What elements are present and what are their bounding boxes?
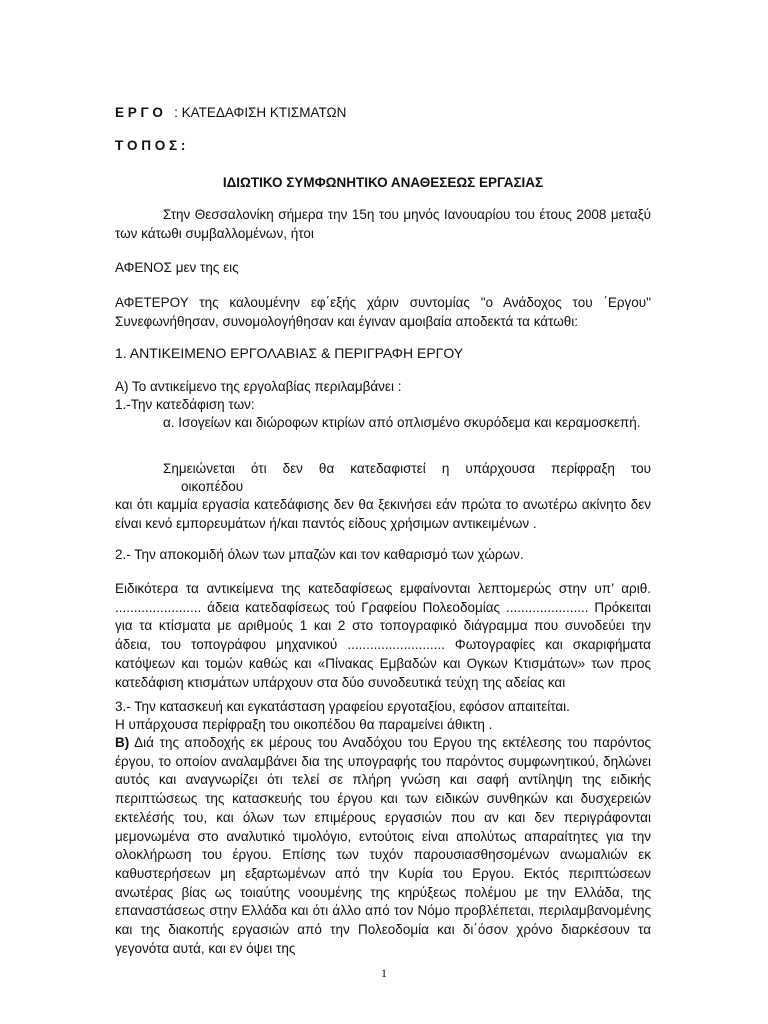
project-label: Ε Ρ Γ Ο — [115, 105, 163, 120]
party-a-line: ΑΦΕΝΟΣ μεν της εις — [115, 260, 239, 275]
project-value: : ΚΑΤΕΔΑΦΙΣΗ ΚΤΙΣΜΑΤΩΝ — [174, 105, 347, 120]
section-1-heading: 1. ΑΝΤΙΚΕΙΜΕΝΟ ΕΡΓΟΛΑΒΙΑΣ & ΠΕΡΙΓΡΑΦΗ ΕΡΓΟΥ — [115, 345, 464, 361]
location-label: Τ Ο Π Ο Σ : — [115, 138, 186, 153]
section-b-paragraph — [115, 734, 651, 958]
section-b-text: Διά της αποδοχής εκ μέρους του Αναδόχου του Εργου της εκτέλεσης του παρόντος έργου, το οποίον αναλαμβάνει δια της υπογραφής του παρόντος συμφωνητικού, δηλώνει αυτός και αναγνωρίζει ότι τελεί σε πλήρη γνώση και σαφή αντίληψη της ειδικής περιπτώσεως της κατασκευής του έργου και των ειδικών συνθηκών και δυσχερειών εκτελέσής του, και όλων των επιμέρους εργασιών που αν και δεν περιγράφονται μεμονωμένα στο αναλυτικό τιμολόγιο, εντούτοις είναι απολύτως απαραίτητες για την ολοκλήρωση του έργου. Επίσης των τυχόν παρουσιασθησομένων ανωμαλιών εκ καθυστερήσεων μη εξαρτωμένων από την Κυρία του Εργου. Εκτός περιπτώσεων ανωτέρας βίας ως τοιαύτης νοουμένης της κηρύξεως πολέμου με την Ελλάδα, της επαναστάσεως στην Ελλάδα και ότι άλλο από τον Νόμο προβλέπεται, περιλαμβανομένης και της διακοπής εργασιών από την Πολεοδομία και δι΄όσον χρόνο διαρκέσουν τα γεγονότα αυτά, και εν όψει της — [115, 735, 651, 956]
item-1: 1.-Την κατεδάφιση των: — [115, 397, 255, 412]
fence-note: Η υπάρχουσα περίφραξη του οικοπέδου θα παραμείνει άθικτη . — [115, 717, 493, 732]
project-line — [115, 104, 651, 123]
section-b-label: Β) — [115, 735, 130, 750]
party-b-paragraph: ΑΦΕΤΕΡΟΥ της καλουμένην εφ΄εξής χάριν συντομίας "ο Ανάδοχος του ΄Εργου" Συνεφωνήθησαν, συνομολογήθησαν και έγιναν αμοιβαία αποδεκτά τα κάτωθι: — [115, 295, 651, 329]
note-continuation: και ότι καμμία εργασία κατεδάφισης δεν θα ξεκινήσει εάν πρώτα το ανωτέρω ακίνητο δεν είναι κενό εμπορευμάτων ή/και παντός είδους χρήσιμων αντικειμένων . — [115, 497, 651, 531]
section-a-heading: Α) Το αντικείμενο της εργολαβίας περιλαμβάνει : — [115, 379, 402, 394]
details-paragraph: Ειδικότερα τα αντικείμενα της κατεδαφίσεως εμφαίνονται λεπτομερώς στην υπ’ αριθ. ....................... άδεια κατεδαφίσεως τού Γραφείου Πολεοδομίας ...................... Πρόκειται για τα κτίσματα με αριθμούς 1 και 2 στο τοπογραφικό διάγραμμα που συνοδεύει την άδεια, του τοπογράφου μηχανικού .......................... Φωτογραφίες και σκαριφήματα κατόψεων και τομών καθώς και «Πίνακας Εμβαδών και Ογκων Κτισμάτων» των προς κατεδάφιση κτισμάτων υπάρχουν στα δύο συνοδευτικά τεύχη της αδείας και — [115, 581, 651, 690]
item-3: 3.- Την κατασκευή και εγκατάσταση γραφείου εργοταξίου, εφόσον απαιτείται. — [115, 699, 570, 714]
page-number: 1 — [381, 966, 387, 980]
item-2: 2.- Την αποκομιδή όλων των μπαζών και τον καθαρισμό των χώρων. — [115, 547, 524, 562]
note-line-1: Σημειώνεται ότι δεν θα κατεδαφιστεί η υπάρχουσα περίφραξη του — [163, 461, 651, 476]
intro-paragraph: Στην Θεσσαλονίκη σήμερα την 15η του μηνός Ιανουαρίου του έτους 2008 μεταξύ των κάτωθι συμβαλλομένων, ήτοι — [115, 207, 651, 241]
note-line-2: οικοπέδου — [181, 479, 244, 494]
item-1a: α. Ισογείων και διώροφων κτιρίων από οπλισμένο σκυρόδεμα και κεραμοσκεπή. — [163, 415, 641, 430]
document-title: ΙΔΙΩΤΙΚΟ ΣΥΜΦΩΝΗΤΙΚΟ ΑΝΑΘΕΣΕΩΣ ΕΡΓΑΣΙΑΣ — [222, 175, 544, 190]
